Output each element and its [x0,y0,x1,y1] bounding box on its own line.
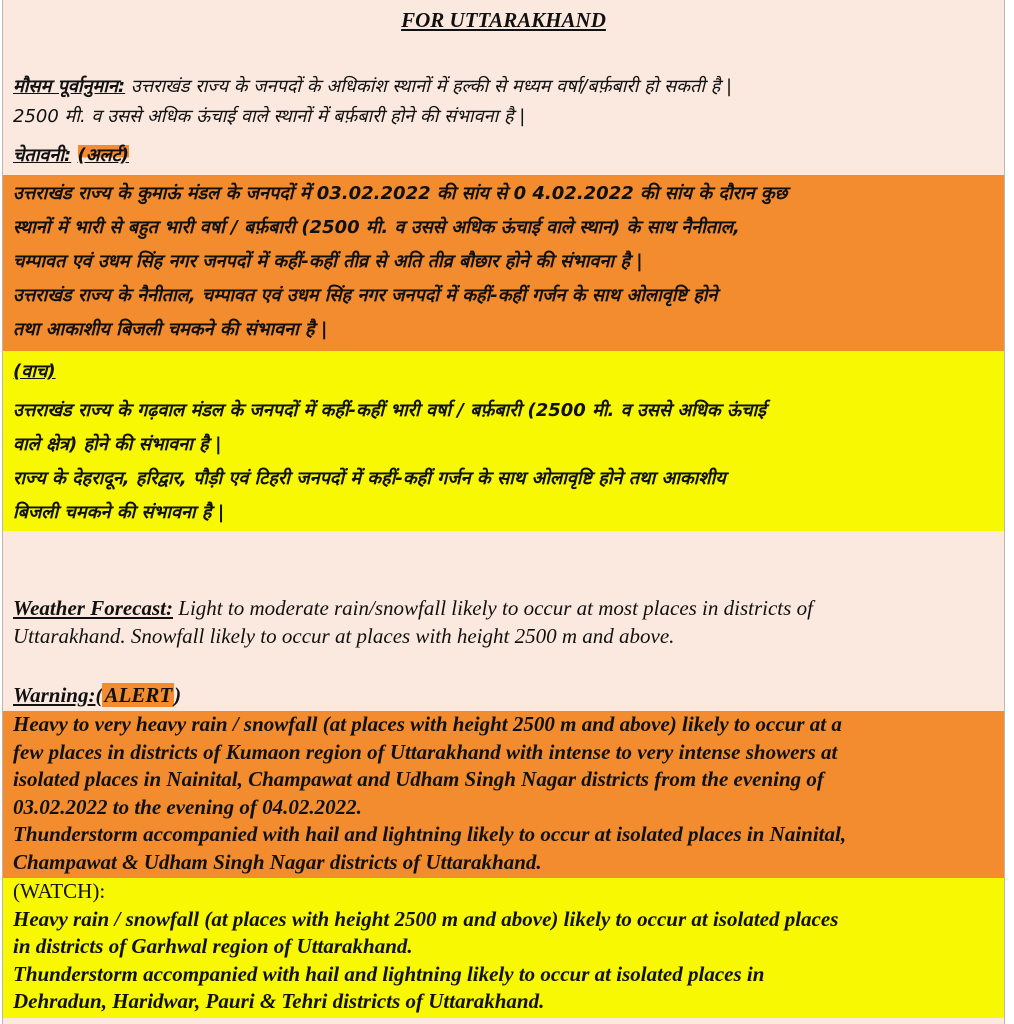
hindi-forecast-heading: मौसम पूर्वानुमान: [13,76,126,97]
hindi-watch-line: बिजली चमकने की संभावना है | [13,502,225,523]
english-forecast-line2: Uttarakhand. Snowfall likely to occur at places with height 2500 m and above. [13,624,675,648]
english-watch-line: Heavy rain / snowfall (at places with height 2500 m and above) likely to occur at isolated places [13,906,839,931]
hindi-alert-line: तथा आकाशीय बिजली चमकने की संभावना है | [13,319,328,340]
hindi-watch-heading: (वाच) [13,361,56,382]
hindi-alert-line: उत्तराखंड राज्य के नैनीताल, चम्पावत एवं उधम सिंह नगर जनपदों में कहीं-कहीं गर्जन के साथ ओलावृष्टि होने [13,285,718,306]
hindi-alert-line: उत्तराखंड राज्य के कुमाऊं मंडल के जनपदों में 03.02.2022 की सांय से 0 4.02.2022 की सांय के दौरान कुछ [13,183,788,204]
english-warning-heading: Warning: [13,683,96,707]
hindi-watch-line: राज्य के देहरादून, हरिद्वार, पौड़ी एवं टिहरी जनपदों में कहीं-कहीं गर्जन के साथ ओलावृष्टि होने तथा आकाशीय [13,468,726,489]
english-watch-heading: (WATCH): [13,879,106,903]
bulletin-page [2,0,1005,1024]
english-alert-open-paren: ( [95,683,103,707]
english-forecast-heading: Weather Forecast: [13,596,174,620]
english-alert-line: Heavy to very heavy rain / snowfall (at places with height 2500 m and above) likely to occur at a [13,712,842,736]
english-forecast-line1: Light to moderate rain/snowfall likely to occur at most places in districts of [173,596,813,620]
english-alert-box [3,711,1004,878]
english-alert-line: Champawat & Udham Singh Nagar districts of Uttarakhand. [13,849,542,874]
english-watch-box [3,878,1004,1018]
hindi-alert-tag: (अलर्ट) [77,145,129,166]
english-forecast [3,594,1004,650]
hindi-alert-box [3,175,1004,351]
english-warning-heading-row [3,680,1004,710]
hindi-alert-line: स्थानों में भारी से बहुत भारी वर्षा / बर्फ़बारी (2500 मी. व उससे अधिक ऊंचाई वाले स्थान) के साथ नैनीताल, [13,217,740,238]
hindi-warning-heading-row [3,141,1004,171]
hindi-watch-line: उत्तराखंड राज्य के गढ़वाल मंडल के जनपदों में कहीं-कहीं भारी वर्षा / बर्फ़बारी (2500 मी. व उससे अधिक ऊंचाई [13,400,767,421]
english-alert-tag: ALERT [104,683,173,707]
english-alert-line: isolated places in Nainital, Champawat and Udham Singh Nagar districts from the evening of [13,767,824,791]
english-alert-line: few places in districts of Kumaon region of Uttarakhand with intense to very intense showers at [13,739,838,764]
hindi-warning-heading: चेतावनी: [13,145,72,166]
hindi-watch-box [3,351,1004,531]
hindi-watch-line: वाले क्षेत्र) होने की संभावना है | [13,434,222,455]
page-title: FOR UTTARAKHAND [401,8,606,32]
hindi-forecast [3,72,1004,132]
english-watch-line: Thunderstorm accompanied with hail and lightning likely to occur at isolated places in [13,961,765,986]
hindi-forecast-line2: 2500 मी. व उससे अधिक ऊंचाई वाले स्थानों में बर्फ़बारी होने की संभावना है | [13,106,526,127]
english-watch-line: in districts of Garhwal region of Uttarakhand. [13,934,413,958]
english-alert-close-paren: ) [174,683,182,707]
english-alert-line: Thunderstorm accompanied with hail and lightning likely to occur at isolated places in Nainital, [13,822,847,846]
english-watch-line: Dehradun, Haridwar, Pauri & Tehri districts of Uttarakhand. [13,989,545,1013]
english-alert-line: 03.02.2022 to the evening of 04.02.2022. [13,794,362,819]
hindi-forecast-line1: उत्तराखंड राज्य के जनपदों के अधिकांश स्थानों में हल्की से मध्यम वर्षा/बर्फ़बारी हो सकती है | [130,76,733,97]
hindi-alert-line: चम्पावत एवं उधम सिंह नगर जनपदों में कहीं-कहीं तीव्र से अति तीव्र बौछार होने की संभावना है | [13,251,643,272]
